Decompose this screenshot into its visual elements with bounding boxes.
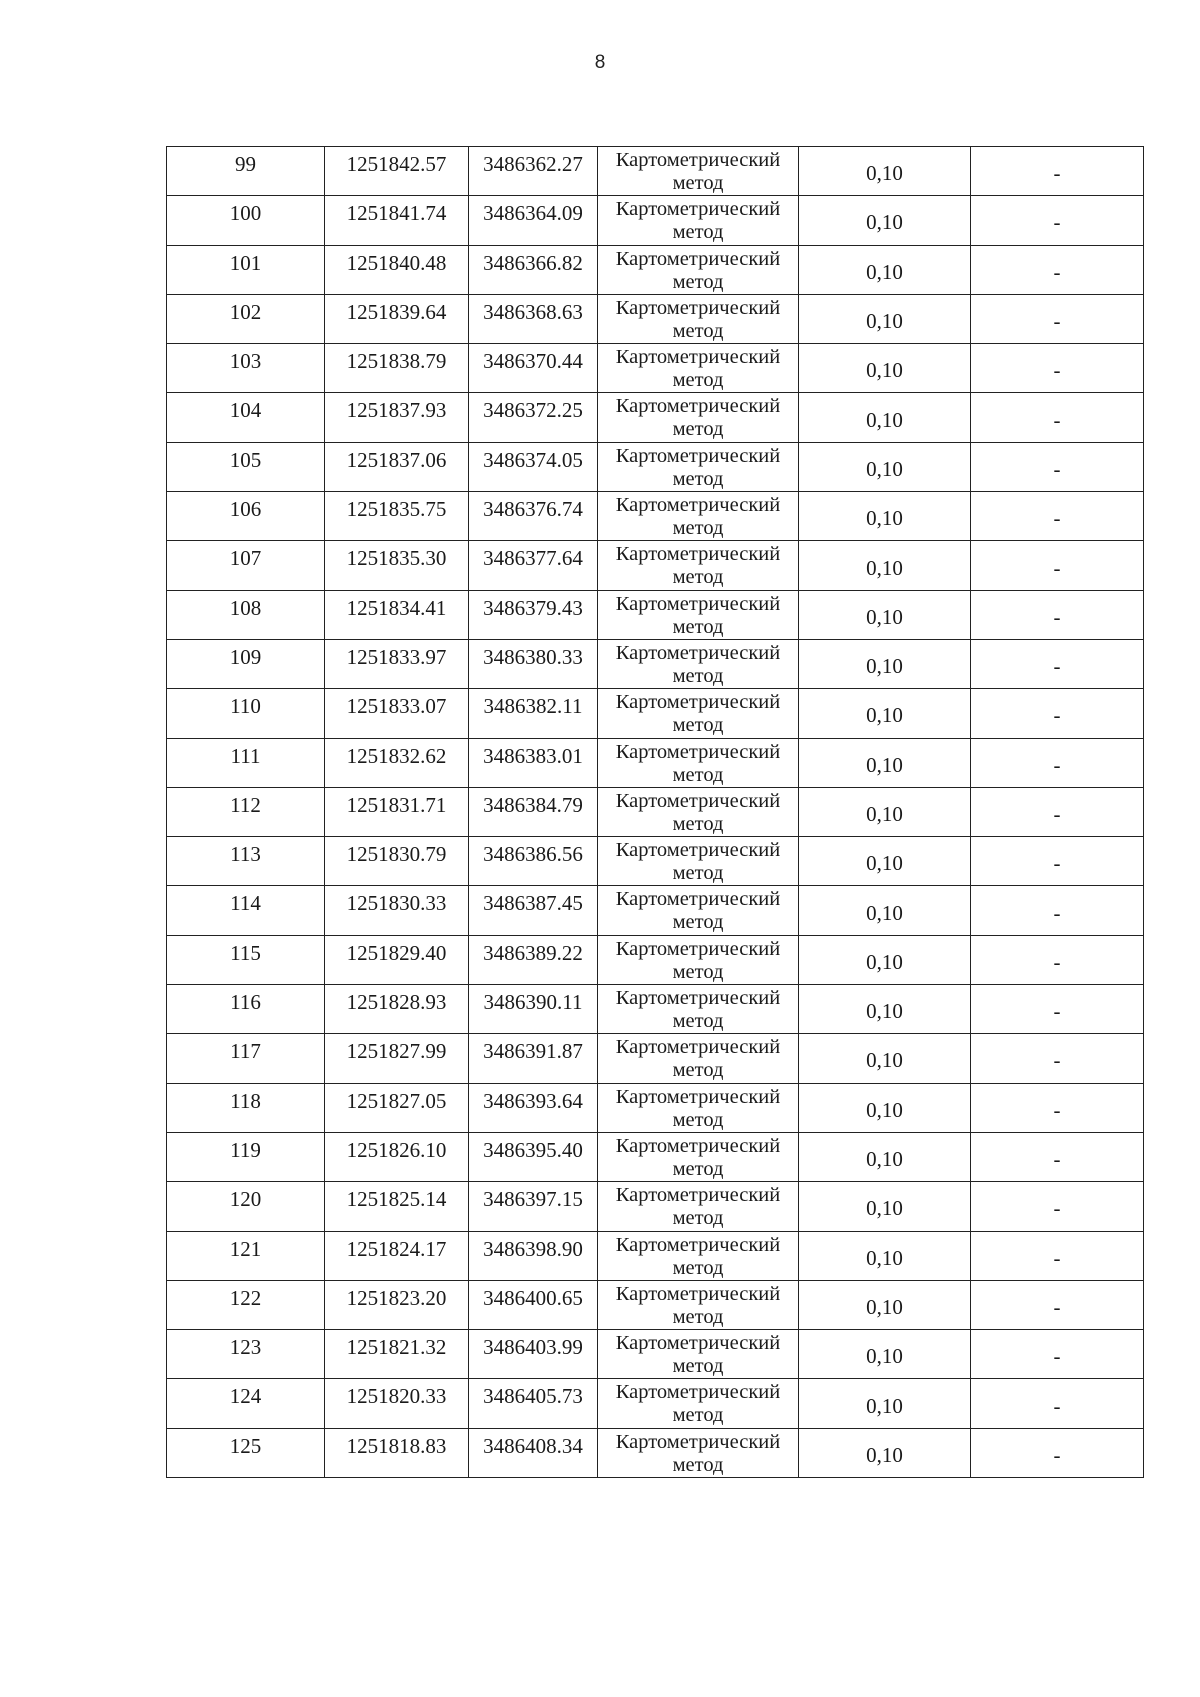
- note-cell: -: [971, 590, 1144, 639]
- y-coordinate-cell: 3486393.64: [469, 1083, 598, 1132]
- point-number-cell: 109: [167, 639, 325, 688]
- method-cell: [598, 590, 799, 639]
- y-coordinate-cell: 3486398.90: [469, 1231, 598, 1280]
- method-label-line2: метод: [672, 911, 724, 934]
- accuracy-cell: 0,10: [799, 886, 971, 935]
- note-cell: -: [971, 837, 1144, 886]
- note-cell: -: [971, 1083, 1144, 1132]
- method-label-line2: метод: [672, 1355, 724, 1378]
- method-label-line2: метод: [672, 517, 724, 540]
- note-cell: -: [971, 1280, 1144, 1329]
- method-label-line1: Картометрический: [615, 888, 781, 911]
- table-row: [167, 442, 1144, 491]
- y-coordinate-cell: 3486408.34: [469, 1428, 598, 1477]
- point-number-cell: 123: [167, 1330, 325, 1379]
- method-label-line2: метод: [672, 1010, 724, 1033]
- method-label-line1: Картометрический: [615, 1085, 781, 1108]
- accuracy-cell: 0,10: [799, 147, 971, 196]
- note-cell: -: [971, 738, 1144, 787]
- x-coordinate-cell: 1251840.48: [325, 245, 469, 294]
- y-coordinate-cell: 3486370.44: [469, 344, 598, 393]
- method-label-line1: Картометрический: [615, 149, 781, 171]
- method-label-line2: метод: [672, 960, 724, 983]
- accuracy-cell: 0,10: [799, 1182, 971, 1231]
- accuracy-cell: 0,10: [799, 196, 971, 245]
- x-coordinate-cell: 1251831.71: [325, 787, 469, 836]
- table-row: [167, 837, 1144, 886]
- y-coordinate-cell: 3486405.73: [469, 1379, 598, 1428]
- x-coordinate-cell: 1251828.93: [325, 985, 469, 1034]
- method-label-line2: метод: [672, 1305, 724, 1328]
- method-cell: [598, 294, 799, 343]
- point-number-cell: 104: [167, 393, 325, 442]
- table-row: [167, 1231, 1144, 1280]
- x-coordinate-cell: 1251829.40: [325, 935, 469, 984]
- y-coordinate-cell: 3486368.63: [469, 294, 598, 343]
- point-number-cell: 113: [167, 837, 325, 886]
- table-row: [167, 689, 1144, 738]
- x-coordinate-cell: 1251820.33: [325, 1379, 469, 1428]
- method-label-line2: метод: [672, 664, 724, 687]
- method-cell: [598, 147, 799, 196]
- method-label-line2: метод: [672, 862, 724, 885]
- method-label-line1: Картометрический: [615, 1036, 781, 1059]
- note-cell: -: [971, 689, 1144, 738]
- method-label-line1: Картометрический: [615, 1134, 781, 1157]
- method-cell: [598, 935, 799, 984]
- method-label-line2: метод: [672, 467, 724, 490]
- y-coordinate-cell: 3486376.74: [469, 492, 598, 541]
- table-row: [167, 886, 1144, 935]
- note-cell: -: [971, 639, 1144, 688]
- method-label-line1: Картометрический: [615, 592, 781, 615]
- table-row: [167, 985, 1144, 1034]
- method-cell: [598, 1132, 799, 1181]
- point-number-cell: 120: [167, 1182, 325, 1231]
- accuracy-cell: 0,10: [799, 787, 971, 836]
- method-label-line2: метод: [672, 369, 724, 392]
- x-coordinate-cell: 1251838.79: [325, 344, 469, 393]
- method-label-line2: метод: [672, 1453, 724, 1476]
- method-label-line1: Картометрический: [615, 789, 781, 812]
- table-row: [167, 1428, 1144, 1477]
- method-cell: [598, 492, 799, 541]
- method-cell: [598, 1428, 799, 1477]
- point-number-cell: 105: [167, 442, 325, 491]
- method-label-line1: Картометрический: [615, 740, 781, 763]
- method-label-line1: Картометрический: [615, 987, 781, 1010]
- x-coordinate-cell: 1251833.97: [325, 639, 469, 688]
- accuracy-cell: 0,10: [799, 245, 971, 294]
- method-cell: [598, 1182, 799, 1231]
- note-cell: -: [971, 1330, 1144, 1379]
- table-row: [167, 393, 1144, 442]
- accuracy-cell: 0,10: [799, 393, 971, 442]
- method-label-line2: метод: [672, 172, 724, 194]
- table-row: [167, 935, 1144, 984]
- method-cell: [598, 541, 799, 590]
- method-label-line1: Картометрический: [615, 839, 781, 862]
- point-number-cell: 118: [167, 1083, 325, 1132]
- y-coordinate-cell: 3486374.05: [469, 442, 598, 491]
- note-cell: -: [971, 1132, 1144, 1181]
- method-cell: [598, 738, 799, 787]
- note-cell: -: [971, 935, 1144, 984]
- note-cell: -: [971, 147, 1144, 196]
- y-coordinate-cell: 3486384.79: [469, 787, 598, 836]
- method-label-line1: Картометрический: [615, 1233, 781, 1256]
- point-number-cell: 122: [167, 1280, 325, 1329]
- table-row: [167, 1280, 1144, 1329]
- accuracy-cell: 0,10: [799, 1330, 971, 1379]
- method-label-line1: Картометрический: [615, 296, 781, 319]
- method-label-line1: Картометрический: [615, 937, 781, 960]
- method-cell: [598, 689, 799, 738]
- method-label-line1: Картометрический: [615, 1430, 781, 1453]
- y-coordinate-cell: 3486395.40: [469, 1132, 598, 1181]
- accuracy-cell: 0,10: [799, 1280, 971, 1329]
- table-row: [167, 541, 1144, 590]
- x-coordinate-cell: 1251821.32: [325, 1330, 469, 1379]
- y-coordinate-cell: 3486391.87: [469, 1034, 598, 1083]
- point-number-cell: 102: [167, 294, 325, 343]
- x-coordinate-cell: 1251835.75: [325, 492, 469, 541]
- x-coordinate-cell: 1251833.07: [325, 689, 469, 738]
- method-label-line1: Картометрический: [615, 494, 781, 517]
- method-label-line1: Картометрический: [615, 395, 781, 418]
- x-coordinate-cell: 1251835.30: [325, 541, 469, 590]
- method-cell: [598, 196, 799, 245]
- method-cell: [598, 639, 799, 688]
- method-label-line2: метод: [672, 1404, 724, 1427]
- note-cell: -: [971, 442, 1144, 491]
- method-cell: [598, 1231, 799, 1280]
- accuracy-cell: 0,10: [799, 639, 971, 688]
- method-label-line1: Картометрический: [615, 691, 781, 714]
- y-coordinate-cell: 3486389.22: [469, 935, 598, 984]
- method-label-line1: Картометрический: [615, 1381, 781, 1404]
- x-coordinate-cell: 1251832.62: [325, 738, 469, 787]
- y-coordinate-cell: 3486386.56: [469, 837, 598, 886]
- method-label-line2: метод: [672, 1207, 724, 1230]
- table-row: [167, 639, 1144, 688]
- table-row: [167, 1330, 1144, 1379]
- point-number-cell: 108: [167, 590, 325, 639]
- method-label-line2: метод: [672, 1157, 724, 1180]
- method-label-line2: метод: [672, 1256, 724, 1279]
- x-coordinate-cell: 1251830.79: [325, 837, 469, 886]
- x-coordinate-cell: 1251837.93: [325, 393, 469, 442]
- point-number-cell: 121: [167, 1231, 325, 1280]
- table-row: [167, 196, 1144, 245]
- method-label-line2: метод: [672, 763, 724, 786]
- note-cell: -: [971, 1379, 1144, 1428]
- point-number-cell: 117: [167, 1034, 325, 1083]
- method-cell: [598, 344, 799, 393]
- x-coordinate-cell: 1251826.10: [325, 1132, 469, 1181]
- table-row: [167, 1182, 1144, 1231]
- y-coordinate-cell: 3486379.43: [469, 590, 598, 639]
- x-coordinate-cell: 1251830.33: [325, 886, 469, 935]
- y-coordinate-cell: 3486397.15: [469, 1182, 598, 1231]
- note-cell: -: [971, 787, 1144, 836]
- accuracy-cell: 0,10: [799, 1132, 971, 1181]
- y-coordinate-cell: 3486366.82: [469, 245, 598, 294]
- coordinates-table-body: [167, 147, 1144, 1478]
- table-row: [167, 1379, 1144, 1428]
- table-row: [167, 1132, 1144, 1181]
- note-cell: -: [971, 294, 1144, 343]
- point-number-cell: 115: [167, 935, 325, 984]
- y-coordinate-cell: 3486403.99: [469, 1330, 598, 1379]
- note-cell: -: [971, 1428, 1144, 1477]
- method-label-line2: метод: [672, 615, 724, 638]
- accuracy-cell: 0,10: [799, 935, 971, 984]
- table-row: [167, 787, 1144, 836]
- method-label-line2: метод: [672, 418, 724, 441]
- method-label-line1: Картометрический: [615, 198, 781, 221]
- accuracy-cell: 0,10: [799, 541, 971, 590]
- method-cell: [598, 1083, 799, 1132]
- table-row: [167, 147, 1144, 196]
- point-number-cell: 111: [167, 738, 325, 787]
- x-coordinate-cell: 1251825.14: [325, 1182, 469, 1231]
- method-label-line1: Картометрический: [615, 247, 781, 270]
- method-label-line2: метод: [672, 714, 724, 737]
- method-label-line2: метод: [672, 221, 724, 244]
- table-row: [167, 590, 1144, 639]
- method-label-line1: Картометрический: [615, 444, 781, 467]
- method-cell: [598, 442, 799, 491]
- accuracy-cell: 0,10: [799, 442, 971, 491]
- note-cell: -: [971, 245, 1144, 294]
- coordinates-table: [166, 146, 1144, 1478]
- point-number-cell: 124: [167, 1379, 325, 1428]
- y-coordinate-cell: 3486362.27: [469, 147, 598, 196]
- y-coordinate-cell: 3486387.45: [469, 886, 598, 935]
- note-cell: -: [971, 492, 1144, 541]
- accuracy-cell: 0,10: [799, 837, 971, 886]
- x-coordinate-cell: 1251834.41: [325, 590, 469, 639]
- y-coordinate-cell: 3486383.01: [469, 738, 598, 787]
- page-number: 8: [594, 52, 606, 73]
- note-cell: -: [971, 196, 1144, 245]
- method-cell: [598, 787, 799, 836]
- accuracy-cell: 0,10: [799, 1034, 971, 1083]
- method-label-line2: метод: [672, 1108, 724, 1131]
- method-label-line2: метод: [672, 319, 724, 342]
- table-row: [167, 1083, 1144, 1132]
- method-cell: [598, 1280, 799, 1329]
- note-cell: -: [971, 541, 1144, 590]
- method-label-line1: Картометрический: [615, 1332, 781, 1355]
- y-coordinate-cell: 3486400.65: [469, 1280, 598, 1329]
- table-row: [167, 1034, 1144, 1083]
- x-coordinate-cell: 1251842.57: [325, 147, 469, 196]
- method-label-line2: метод: [672, 566, 724, 589]
- point-number-cell: 119: [167, 1132, 325, 1181]
- method-cell: [598, 1379, 799, 1428]
- y-coordinate-cell: 3486380.33: [469, 639, 598, 688]
- point-number-cell: 107: [167, 541, 325, 590]
- point-number-cell: 114: [167, 886, 325, 935]
- method-cell: [598, 1330, 799, 1379]
- accuracy-cell: 0,10: [799, 985, 971, 1034]
- x-coordinate-cell: 1251818.83: [325, 1428, 469, 1477]
- method-label-line2: метод: [672, 270, 724, 293]
- method-cell: [598, 985, 799, 1034]
- method-label-line1: Картометрический: [615, 1184, 781, 1207]
- x-coordinate-cell: 1251827.05: [325, 1083, 469, 1132]
- method-label-line1: Картометрический: [615, 543, 781, 566]
- accuracy-cell: 0,10: [799, 492, 971, 541]
- note-cell: -: [971, 985, 1144, 1034]
- y-coordinate-cell: 3486377.64: [469, 541, 598, 590]
- accuracy-cell: 0,10: [799, 1231, 971, 1280]
- table-row: [167, 738, 1144, 787]
- accuracy-cell: 0,10: [799, 1379, 971, 1428]
- note-cell: -: [971, 393, 1144, 442]
- table-row: [167, 344, 1144, 393]
- point-number-cell: 125: [167, 1428, 325, 1477]
- y-coordinate-cell: 3486372.25: [469, 393, 598, 442]
- point-number-cell: 106: [167, 492, 325, 541]
- point-number-cell: 110: [167, 689, 325, 738]
- x-coordinate-cell: 1251837.06: [325, 442, 469, 491]
- method-label-line2: метод: [672, 1059, 724, 1082]
- point-number-cell: 99: [167, 147, 325, 196]
- point-number-cell: 116: [167, 985, 325, 1034]
- method-label-line1: Картометрический: [615, 346, 781, 369]
- accuracy-cell: 0,10: [799, 1083, 971, 1132]
- accuracy-cell: 0,10: [799, 1428, 971, 1477]
- note-cell: -: [971, 1231, 1144, 1280]
- method-label-line1: Картометрический: [615, 641, 781, 664]
- note-cell: -: [971, 886, 1144, 935]
- table-row: [167, 294, 1144, 343]
- x-coordinate-cell: 1251841.74: [325, 196, 469, 245]
- method-cell: [598, 837, 799, 886]
- table-row: [167, 245, 1144, 294]
- accuracy-cell: 0,10: [799, 738, 971, 787]
- note-cell: -: [971, 1182, 1144, 1231]
- x-coordinate-cell: 1251839.64: [325, 294, 469, 343]
- method-cell: [598, 393, 799, 442]
- method-label-line1: Картометрический: [615, 1282, 781, 1305]
- table-row: [167, 492, 1144, 541]
- method-label-line2: метод: [672, 812, 724, 835]
- note-cell: -: [971, 1034, 1144, 1083]
- y-coordinate-cell: 3486382.11: [469, 689, 598, 738]
- x-coordinate-cell: 1251823.20: [325, 1280, 469, 1329]
- method-cell: [598, 1034, 799, 1083]
- x-coordinate-cell: 1251827.99: [325, 1034, 469, 1083]
- accuracy-cell: 0,10: [799, 590, 971, 639]
- method-cell: [598, 245, 799, 294]
- accuracy-cell: 0,10: [799, 344, 971, 393]
- point-number-cell: 100: [167, 196, 325, 245]
- accuracy-cell: 0,10: [799, 294, 971, 343]
- y-coordinate-cell: 3486364.09: [469, 196, 598, 245]
- note-cell: -: [971, 344, 1144, 393]
- x-coordinate-cell: 1251824.17: [325, 1231, 469, 1280]
- point-number-cell: 101: [167, 245, 325, 294]
- point-number-cell: 112: [167, 787, 325, 836]
- accuracy-cell: 0,10: [799, 689, 971, 738]
- point-number-cell: 103: [167, 344, 325, 393]
- method-cell: [598, 886, 799, 935]
- y-coordinate-cell: 3486390.11: [469, 985, 598, 1034]
